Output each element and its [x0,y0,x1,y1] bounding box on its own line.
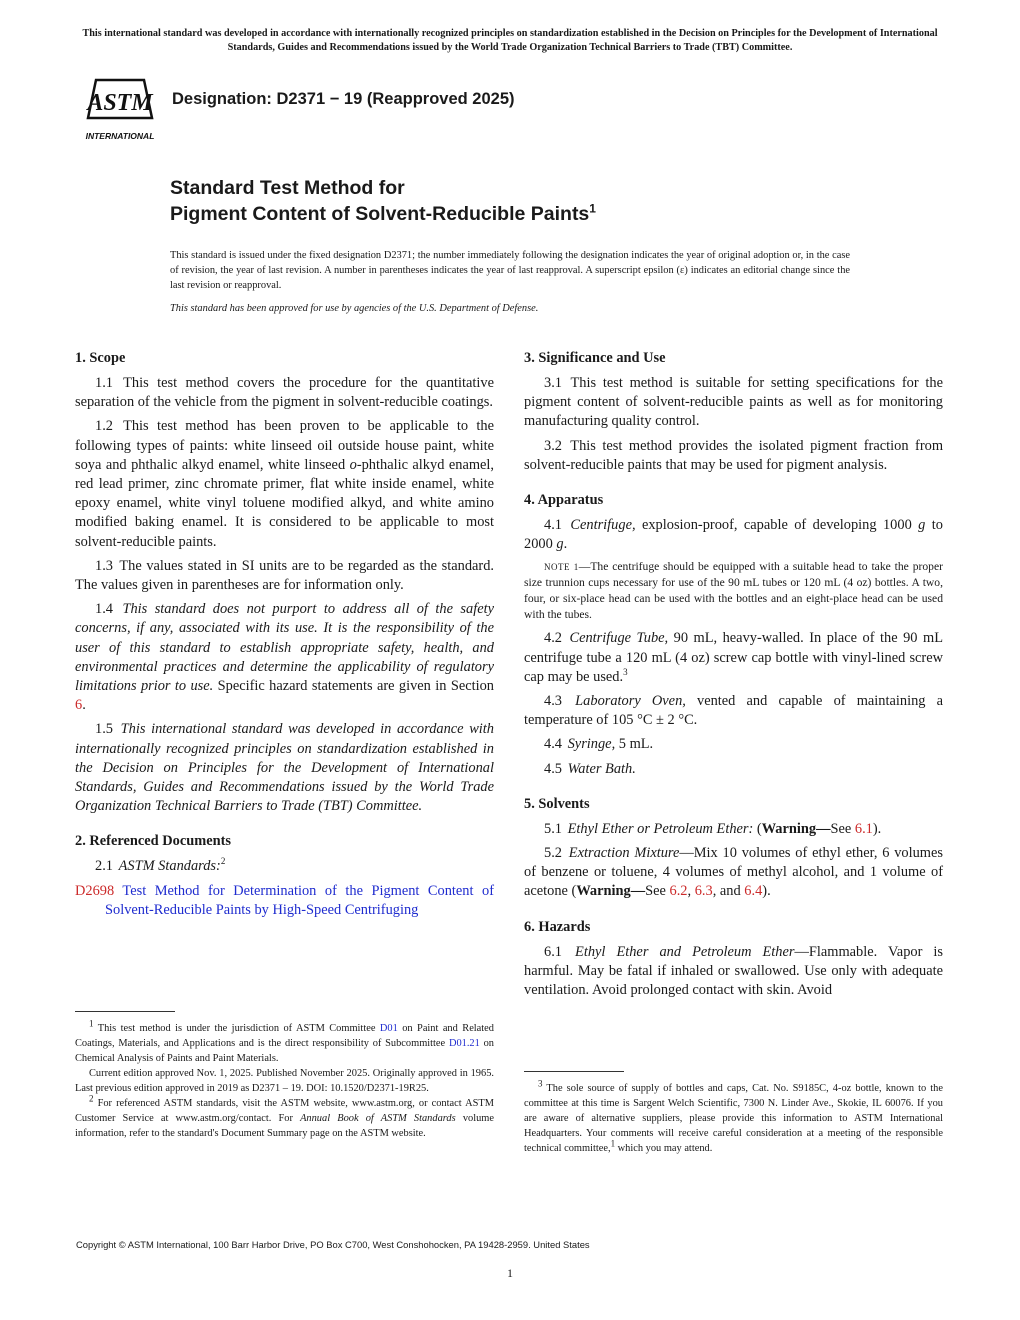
footnotes-left [75,1018,494,1141]
para-5-2: 5.2 Extraction Mixture—Mix 10 volumes of ethyl ether, 6 volumes of benzene or toluene, 4 volumes of methyl alcohol, and 1 volume of acetone (Warning—See 6.2, 6.3, and 6.4). [524,845,943,900]
para-4-3: 4.3 Laboratory Oven, vented and capable of maintaining a temperature of 105 °C ± 2 °C. [524,693,943,729]
copyright: Copyright © ASTM International, 100 Barr Harbor Drive, PO Box C700, West Conshohocken, PA 19428-2959. United States [76,1239,590,1250]
para-1-2: 1.2 This test method has been proven to be applicable to the following types of paints: white linseed oil outside house paint, white soya and phthalic alkyd enamel, white linseed o-phthalic alkyd enamel, red lead primer, zinc chromate primer, flat white inside enamel, white epoxy enamel, white vinyl toluene modified alkyd, and white amino modified baking enamel. It is considered to be applicable to most solvent-reducible paints. [75,418,495,550]
para-4-4: 4.4 Syringe, 5 mL. [544,736,654,753]
astm-logo [78,76,162,146]
para-1-4: 1.4 This standard does not purport to address all of the safety concerns, if any, associated with its use. It is the responsibility of the user of this standard to establish appropriate safety, health, and environmental practices and determine the applicability of regulatory limitations prior to use. Specific hazard statements are given in Section 6. [75,601,494,714]
reference-code-link[interactable]: D2698 [75,882,115,899]
logo-mark: ASTM [87,90,153,116]
para-1-1: 1.1 This test method covers the procedure for the quantitative separation of the vehicle from the pigment in solvent-reducible coatings. [75,375,494,411]
title-line-2 [170,201,596,227]
footnote-1-edition: Current edition approved Nov. 1, 2025. Published November 2025. Originally approved in 1965. Last previous edition approved in 2019 as D2371 – 19. DOI: 10.1520/D2371-19R25. [75,1068,494,1094]
para-3-1: 3.1 This test method is suitable for setting specifications for the pigment content of solvent-reducible paints as well as for monitoring manufacturing quality control. [524,375,943,430]
section-6-heading: 6. Hazards [524,918,591,935]
reference-title-link[interactable]: Test Method for Determination of the Pigment Content of Solvent-Reducible Paints by High-Speed Centrifuging [105,882,494,918]
section-2-heading: 2. Referenced Documents [75,833,231,850]
top-notice: This international standard was developed in accordance with internationally recognized principles on standardization established in the Decision on Principles for the Development of International Standards, Guides and Recommendations issued by the World Trade Organization Technical Barriers to Trade (TBT) Committee. [82,28,938,53]
subcommittee-d01-21-link[interactable]: D01.21 [448,1038,480,1049]
footnotes-right [524,1078,943,1156]
right-column [524,348,943,1005]
section-6-link[interactable]: 6 [75,697,83,714]
para-4-5: 4.5 Water Bath. [544,760,636,777]
footnote-1: $^1$ This test method is under the jurisdiction of ASTM Committee D01 on Paint and Related Coatings, Materials, and Applications and is the direct responsibility of Subcommittee D01.21 on Chemical Analysis of Paints and Paint Materials. [75,1018,494,1064]
issue-note: This standard is issued under the fixed designation D2371; the number immediately following the designation indicates the year of original adoption or, in the case of revision, the year of last revision. A number in parentheses indicates the year of last reapproval. A superscript epsilon (ε) indicates an editorial change since the last revision or reapproval. [170,250,850,291]
note-1: NOTE 1—The centrifuge should be equipped with a suitable head to take the proper size trunnion cups necessary for use of the 90 mL tubes or 120 mL (4 oz) bottles. A two, four, or six-place head can be used with the bottles and an eight-place head can be used with the tubes. [524,560,943,622]
para-2-1: 2.1 ASTM Standards:$^2$ [95,856,226,875]
hazard-6-3-link[interactable]: 6.3 [694,883,713,900]
footnote-2: $^2$ For referenced ASTM standards, visit the ASTM website, www.astm.org, or contact ASTM Customer Service at www.astm.org/contact. For Annual Book of ASTM Standards volume information, refer to the standard's Document Summary page on the ASTM website. [75,1093,494,1139]
para-5-1: 5.1 Ethyl Ether or Petroleum Ether: (Warning—See 6.1). [544,820,882,837]
para-6-1: 6.1 Ethyl Ether and Petroleum Ether—Flammable. Vapor is harmful. May be fatal if inhaled or swallowed. Use only with adequate ventilation. Avoid prolonged contact with skin. Avoid [524,943,944,999]
section-5-heading: 5. Solvents [524,795,590,812]
para-1-5: 1.5 This international standard was developed in accordance with internationally recognized principles on standardization established in the Decision on Principles for the Development of International Standards, Guides and Recommendations issued by the World Trade Organization Technical Barriers to Trade (TBT) Committee. [75,721,494,815]
section-1-heading: 1. Scope [75,350,126,366]
title-footnote-mark: 1 [589,201,596,216]
hazard-6-1-link[interactable]: 6.1 [854,820,873,837]
footnote-3: $^3$ The sole source of supply of bottles and caps, Cat. No. S9185C, 4-oz bottle, known to the committee at this time is Sargent Welch Scientific, 7300 N. Linder Ave., Skokie, IL 60076. If you are aware of alternative suppliers, please provide this information to ASTM International Headquarters. Your comments will receive careful consideration at a meeting of the responsible technical committee,$^1$ which you may attend. [524,1078,943,1154]
title-line-2-text: Pigment Content of Solvent-Reducible Paints [170,203,590,225]
section-3-heading: 3. Significance and Use [524,350,666,366]
hazard-6-2-link[interactable]: 6.2 [669,883,688,900]
footnote-rule-left [75,1011,175,1012]
committee-d01-link[interactable]: D01 [379,1023,398,1034]
page-number: 1 [507,1266,513,1280]
para-4-2: 4.2 Centrifuge Tube, 90 mL, heavy-walled. In place of the 90 mL centrifuge tube a 120 mL (4 oz) screw cap bottle with vinyl-lined screw cap may be used.$^3$ [524,630,943,685]
title-line-1: Standard Test Method for [170,177,405,199]
para-4-1: 4.1 Centrifuge, explosion-proof, capable of developing 1000 g to 2000 g. [524,517,943,553]
reference-d2698[interactable] [75,882,494,920]
hazard-6-4-link[interactable]: 6.4 [744,883,763,900]
section-4-heading: 4. Apparatus [524,492,604,509]
logo-caption: INTERNATIONAL [85,131,155,141]
para-1-3: 1.3 The values stated in SI units are to be regarded as the standard. The values given in parentheses are for information only. [75,557,494,594]
para-3-2: 3.2 This test method provides the isolated pigment fraction from solvent-reducible paints that may be used for pigment analysis. [524,437,944,473]
designation: Designation: D2371 − 19 (Reapproved 2025) [172,90,515,108]
footnote-rule-right [524,1071,624,1072]
dod-note: This standard has been approved for use by agencies of the U.S. Department of Defense. [170,303,539,314]
left-column [75,348,494,920]
astm-logo-icon [78,76,162,146]
document-title [170,175,596,227]
